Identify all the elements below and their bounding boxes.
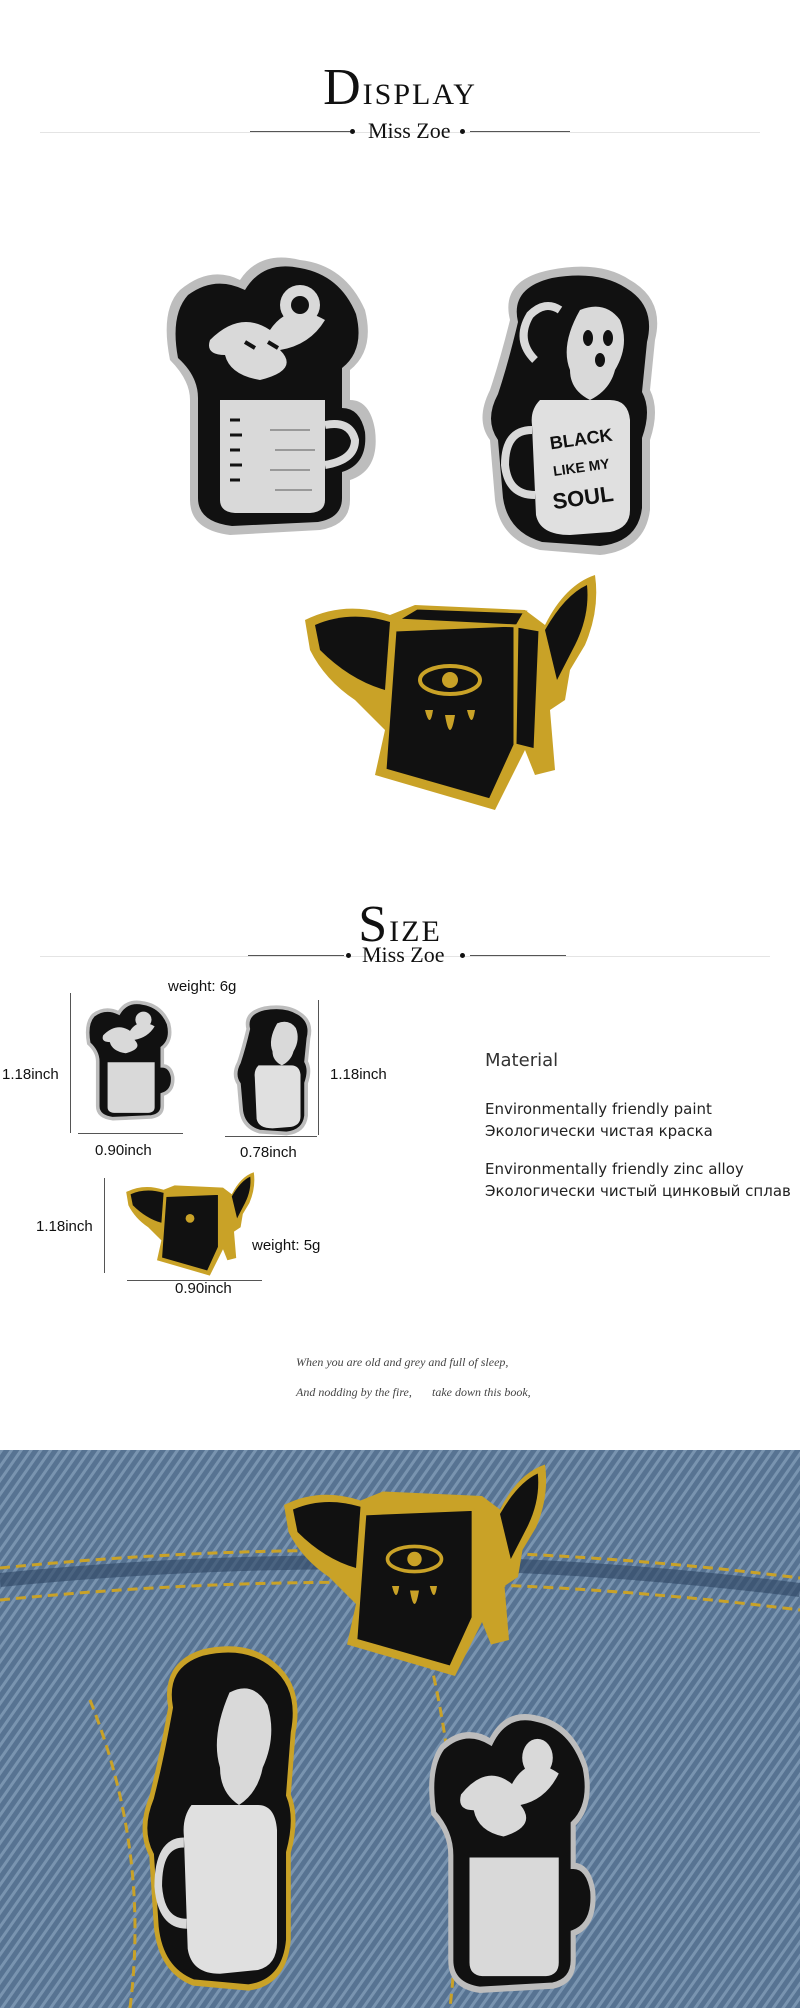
display-dot-right: [460, 129, 465, 134]
display-brand: Miss Zoe: [368, 118, 451, 143]
height-guide-bottom: [104, 1178, 105, 1273]
poem-line-2-part-1: And nodding by the fire,: [296, 1385, 412, 1399]
mug-text-line-3: SOUL: [550, 480, 615, 515]
poem-line-2-part-2: take down this book,: [432, 1385, 531, 1399]
material-item-1-en: Environmentally friendly paint: [485, 1100, 712, 1118]
display-dot-left: [350, 129, 355, 134]
display-rule-right: [470, 131, 570, 132]
material-item-2-en: Environmentally friendly zinc alloy: [485, 1160, 744, 1178]
height-label-left: 1.18inch: [2, 1066, 59, 1083]
size-bat-mug-pin: [75, 995, 185, 1125]
height-label-right: 1.18inch: [330, 1066, 387, 1083]
weight-label-top: weight: 6g: [168, 978, 237, 995]
size-ghost-mug-pin: [225, 1000, 320, 1140]
size-brand: Miss Zoe: [362, 942, 445, 967]
width-label-bottom: 0.90inch: [175, 1280, 232, 1297]
width-guide-right: [225, 1136, 317, 1137]
display-title: [0, 58, 800, 117]
height-label-bottom: 1.18inch: [36, 1218, 93, 1235]
display-title-initial: D: [323, 59, 363, 116]
mug-text-line-2: LIKE MY: [552, 455, 611, 479]
height-guide-left: [70, 993, 71, 1133]
display-title-rest: ISPLAY: [362, 78, 477, 111]
mug-text-line-1: BLACK: [548, 424, 614, 454]
size-rule-left: [248, 955, 344, 956]
height-guide-right: [318, 1000, 319, 1135]
width-label-right: 0.78inch: [240, 1144, 297, 1161]
width-label-left: 0.90inch: [95, 1142, 152, 1159]
size-dot-right: [460, 953, 465, 958]
ghost-mug-pin-image: [470, 260, 670, 560]
bat-mug-pin-image: [150, 250, 390, 540]
size-rule-right: [470, 955, 566, 956]
weight-label-bottom: weight: 5g: [252, 1237, 321, 1254]
poem-line-1: When you are old and grey and full of sleep,: [296, 1355, 509, 1369]
size-winged-book-pin: [115, 1170, 265, 1280]
width-guide-left: [78, 1133, 183, 1134]
display-rule-left: [250, 131, 350, 132]
winged-book-pin-image: [295, 570, 605, 820]
material-item-1-ru: Экологически чистая краска: [485, 1122, 713, 1140]
size-dot-left: [346, 953, 351, 958]
pins-on-denim-photo: [0, 1450, 800, 2008]
size-title-initial: S: [358, 896, 390, 953]
material-heading: Material: [485, 1050, 559, 1071]
material-item-2-ru: Экологически чистый цинковый сплав: [485, 1182, 791, 1200]
size-title-rest: IZE: [389, 915, 442, 948]
